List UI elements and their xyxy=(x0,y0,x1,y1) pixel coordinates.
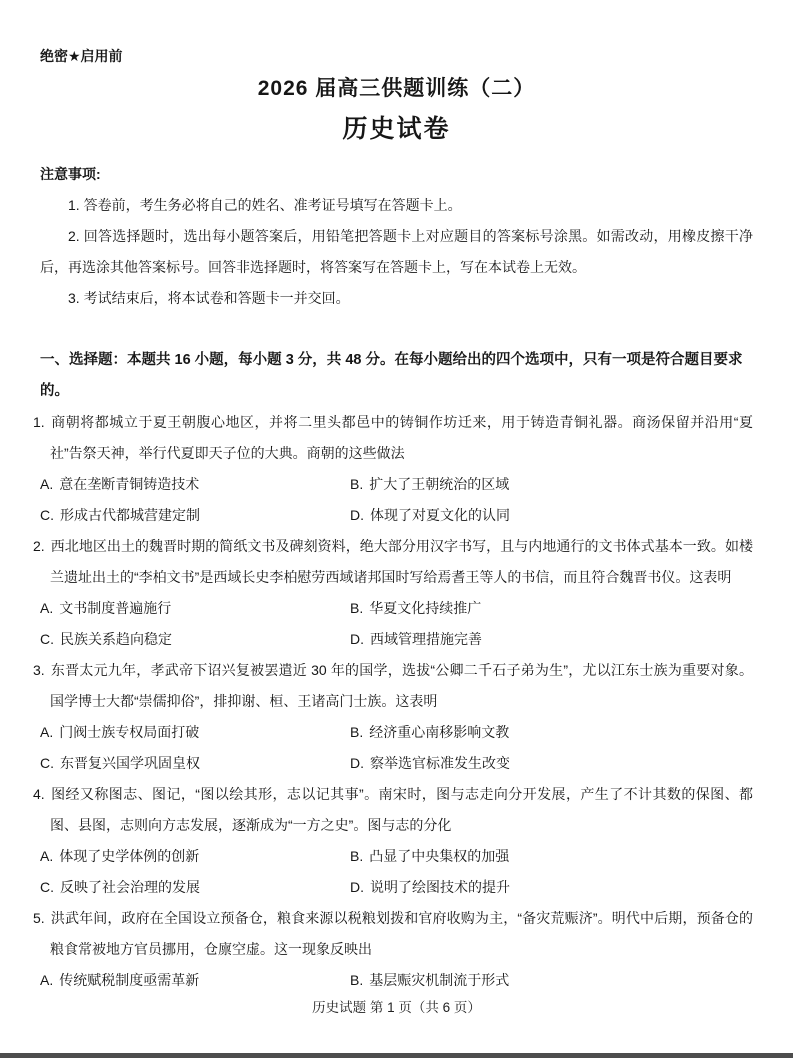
question-text: 图经又称图志、图记，“图以绘其形，志以记其事”。南宋时，图与志走向分开发展，产生了不计其数的保图、都图、县图，志则向方志发展，逐渐成为“一方之史”。图与志的分化 xyxy=(50,786,753,833)
option-label: A. xyxy=(40,848,54,864)
option-text: 凸显了中央集权的加强 xyxy=(369,848,510,864)
option-label: A. xyxy=(40,476,54,492)
option-label: D. xyxy=(350,631,364,647)
options-grid xyxy=(40,965,753,996)
option-text: 传统赋税制度亟需革新 xyxy=(59,972,200,988)
option-a xyxy=(40,593,350,624)
option-a xyxy=(40,717,350,748)
option-label: C. xyxy=(40,507,54,523)
question-4 xyxy=(33,779,753,903)
question-number: 4. xyxy=(33,786,45,802)
question-text: 东晋太元九年，孝武帝下诏兴复被罢遣近 30 年的国学，选拔“公卿二千石子弟为生”，尤以江东士族为重要对象。国学博士大都“崇儒抑俗”，排抑谢、桓、王诸高门士族。这表明 xyxy=(50,662,753,709)
option-text: 形成古代都城营建定制 xyxy=(60,507,200,523)
question-2 xyxy=(33,531,753,655)
question-3 xyxy=(33,655,753,779)
question-stem xyxy=(33,655,753,717)
option-label: C. xyxy=(40,755,54,771)
option-c xyxy=(40,500,350,531)
question-text: 商朝将都城立于夏王朝腹心地区，并将二里头都邑中的铸铜作坊迁来，用于铸造青铜礼器。商汤保留并沿用“夏社”告祭天神，举行代夏即天子位的大典。商朝的这些做法 xyxy=(50,414,753,461)
option-label: B. xyxy=(350,848,364,864)
option-label: D. xyxy=(350,755,364,771)
question-number: 3. xyxy=(33,662,45,678)
exam-subject-title: 历史试卷 xyxy=(342,115,451,143)
option-label: A. xyxy=(40,724,54,740)
section-heading: 一、选择题：本题共 16 小题，每小题 3 分，共 48 分。在每小题给出的四个选项中，只有一项是符合题目要求的。 xyxy=(40,352,743,399)
option-c xyxy=(40,624,350,655)
question-5 xyxy=(33,903,753,996)
options-grid xyxy=(40,469,753,531)
option-a xyxy=(40,469,350,500)
option-text: 文书制度普遍施行 xyxy=(59,600,172,616)
option-b xyxy=(350,965,753,996)
option-label: C. xyxy=(40,631,54,647)
option-d xyxy=(350,872,753,903)
question-stem xyxy=(33,407,753,469)
option-d xyxy=(350,624,753,655)
question-1 xyxy=(33,407,753,531)
option-text: 华夏文化持续推广 xyxy=(369,600,482,616)
question-number: 2. xyxy=(33,538,45,554)
option-text: 说明了绘图技术的提升 xyxy=(370,879,510,895)
option-text: 民族关系趋向稳定 xyxy=(60,631,172,647)
notice-item-1: 1. 答卷前，考生务必将自己的姓名、准考证号填写在答题卡上。 xyxy=(68,197,462,213)
option-text: 察举选官标准发生改变 xyxy=(370,755,510,771)
option-label: B. xyxy=(350,724,364,740)
option-text: 体现了史学体例的创新 xyxy=(59,848,200,864)
page-bottom-edge xyxy=(0,1053,793,1058)
option-a xyxy=(40,841,350,872)
option-text: 扩大了王朝统治的区域 xyxy=(369,476,510,492)
options-grid xyxy=(40,717,753,779)
classification-label: 绝密★启用前 xyxy=(40,48,123,64)
option-label: B. xyxy=(350,972,364,988)
option-label: D. xyxy=(350,879,364,895)
question-stem xyxy=(33,531,753,593)
option-label: C. xyxy=(40,879,54,895)
options-grid xyxy=(40,841,753,903)
option-text: 体现了对夏文化的认同 xyxy=(370,507,510,523)
option-b xyxy=(350,841,753,872)
option-d xyxy=(350,500,753,531)
page-footer: 历史试题 第 1 页（共 6 页） xyxy=(312,1000,481,1015)
option-b xyxy=(350,593,753,624)
option-text: 西域管理措施完善 xyxy=(370,631,482,647)
option-label: B. xyxy=(350,600,364,616)
option-d xyxy=(350,748,753,779)
option-text: 意在垄断青铜铸造技术 xyxy=(59,476,200,492)
option-label: B. xyxy=(350,476,364,492)
option-label: D. xyxy=(350,507,364,523)
notice-item-2: 2. 回答选择题时，选出每小题答案后，用铅笔把答题卡上对应题目的答案标号涂黑。如需改动，用橡皮擦干净后，再选涂其他答案标号。回答非选择题时，将答案写在答题卡上，写在本试卷上无效。 xyxy=(40,228,753,275)
notices-heading: 注意事项: xyxy=(40,166,101,182)
option-c xyxy=(40,748,350,779)
exam-title: 2026 届高三供题训练（二） xyxy=(257,77,536,100)
question-stem xyxy=(33,779,753,841)
options-grid xyxy=(40,593,753,655)
option-c xyxy=(40,872,350,903)
option-b xyxy=(350,717,753,748)
option-b xyxy=(350,469,753,500)
option-text: 反映了社会治理的发展 xyxy=(60,879,200,895)
option-text: 东晋复兴国学巩固皇权 xyxy=(60,755,200,771)
question-text: 洪武年间，政府在全国设立预备仓，粮食来源以税粮划拨和官府收购为主，“备灾荒赈济”。明代中后期，预备仓的粮食常被地方官员挪用，仓廪空虚。这一现象反映出 xyxy=(50,910,753,957)
question-stem xyxy=(33,903,753,965)
option-a xyxy=(40,965,350,996)
option-label: A. xyxy=(40,600,54,616)
option-label: A. xyxy=(40,972,54,988)
option-text: 门阀士族专权局面打破 xyxy=(59,724,200,740)
option-text: 基层赈灾机制流于形式 xyxy=(369,972,510,988)
question-number: 1. xyxy=(33,414,45,430)
question-text: 西北地区出土的魏晋时期的简纸文书及碑刻资料，绝大部分用汉字书写，且与内地通行的文书体式基本一致。如楼兰遗址出土的“李柏文书”是西域长史李柏慰劳西域诸邦国时写给焉耆王等人的书信，而且符合魏晋书仪。这表明 xyxy=(50,538,753,585)
option-text: 经济重心南移影响文教 xyxy=(369,724,510,740)
question-number: 5. xyxy=(33,910,45,926)
notice-item-3: 3. 考试结束后，将本试卷和答题卡一并交回。 xyxy=(68,290,350,306)
